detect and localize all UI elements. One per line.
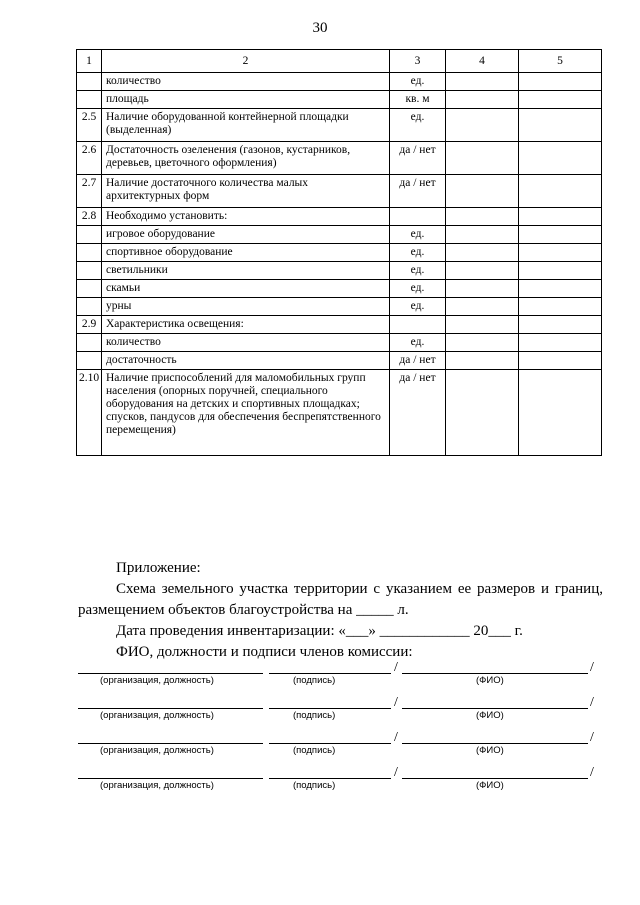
value-cell xyxy=(519,334,602,352)
row-unit: да / нет xyxy=(390,142,446,175)
value-cell xyxy=(446,334,519,352)
value-cell xyxy=(519,91,602,109)
value-cell xyxy=(519,352,602,370)
signature-caption: (подпись) xyxy=(293,675,336,686)
row-unit: ед. xyxy=(390,226,446,244)
row-description: количество xyxy=(102,73,390,91)
signature-caption: (подпись) xyxy=(293,745,336,756)
organization-line xyxy=(78,708,263,709)
column-header: 1 xyxy=(77,50,102,73)
row-unit xyxy=(390,208,446,226)
signature-row xyxy=(78,730,603,765)
slash-separator: / xyxy=(590,765,594,780)
organization-caption: (организация, должность) xyxy=(100,675,214,686)
row-number xyxy=(77,298,102,316)
row-unit: да / нет xyxy=(390,370,446,456)
row-description: скамьи xyxy=(102,280,390,298)
value-cell xyxy=(446,298,519,316)
slash-separator: / xyxy=(394,660,398,675)
value-cell xyxy=(446,370,519,456)
value-cell xyxy=(519,370,602,456)
value-cell xyxy=(446,316,519,334)
value-cell xyxy=(446,175,519,208)
fio-line xyxy=(402,778,588,779)
row-number xyxy=(77,73,102,91)
table-row xyxy=(77,142,602,175)
table-row xyxy=(77,352,602,370)
value-cell xyxy=(519,142,602,175)
signature-block xyxy=(78,660,603,800)
value-cell xyxy=(519,109,602,142)
table-row xyxy=(77,298,602,316)
row-number xyxy=(77,334,102,352)
value-cell xyxy=(519,73,602,91)
value-cell xyxy=(519,280,602,298)
value-cell xyxy=(446,91,519,109)
fio-line xyxy=(402,708,588,709)
page-number: 30 xyxy=(312,20,328,36)
row-unit: да / нет xyxy=(390,352,446,370)
value-cell xyxy=(446,142,519,175)
value-cell xyxy=(446,226,519,244)
row-number xyxy=(77,280,102,298)
row-description: Наличие приспособлений для маломобильных групп населения (опорных поручней, специального оборудования на детских и спортивных площадках; спусков, пандусов для обеспечения беспрепятственного перемещения) xyxy=(102,370,390,456)
organization-line xyxy=(78,673,263,674)
value-cell xyxy=(446,208,519,226)
row-description: площадь xyxy=(102,91,390,109)
value-cell xyxy=(519,316,602,334)
column-header: 4 xyxy=(446,50,519,73)
row-description: светильники xyxy=(102,262,390,280)
row-number xyxy=(77,91,102,109)
signature-caption: (подпись) xyxy=(293,710,336,721)
row-unit: кв. м xyxy=(390,91,446,109)
row-number xyxy=(77,352,102,370)
value-cell xyxy=(519,262,602,280)
table-row xyxy=(77,226,602,244)
table-row xyxy=(77,208,602,226)
fio-caption: (ФИО) xyxy=(476,710,504,721)
signature-line xyxy=(269,778,391,779)
fio-line xyxy=(402,673,588,674)
organization-line xyxy=(78,743,263,744)
value-cell xyxy=(446,280,519,298)
row-description: достаточность xyxy=(102,352,390,370)
table-row xyxy=(77,244,602,262)
slash-separator: / xyxy=(590,695,594,710)
signature-row xyxy=(78,695,603,730)
table-row xyxy=(77,316,602,334)
table-row xyxy=(77,109,602,142)
organization-caption: (организация, должность) xyxy=(100,745,214,756)
row-description: игровое оборудование xyxy=(102,226,390,244)
fio-caption: (ФИО) xyxy=(476,675,504,686)
table-row xyxy=(77,73,602,91)
table-row xyxy=(77,175,602,208)
row-number: 2.9 xyxy=(77,316,102,334)
table-row xyxy=(77,334,602,352)
value-cell xyxy=(446,352,519,370)
row-number: 2.8 xyxy=(77,208,102,226)
row-description: Необходимо установить: xyxy=(102,208,390,226)
organization-line xyxy=(78,778,263,779)
signature-line xyxy=(269,708,391,709)
value-cell xyxy=(519,298,602,316)
row-unit: ед. xyxy=(390,73,446,91)
table-row xyxy=(77,370,602,456)
value-cell xyxy=(519,226,602,244)
row-unit: ед. xyxy=(390,262,446,280)
row-number: 2.10 xyxy=(77,370,102,456)
inventory-date-text: Дата проведения инвентаризации: «___» ____________ 20___ г. xyxy=(116,623,523,639)
value-cell xyxy=(446,73,519,91)
signature-row xyxy=(78,660,603,695)
table-row xyxy=(77,280,602,298)
appendix-title: Приложение: xyxy=(116,560,201,576)
row-number: 2.7 xyxy=(77,175,102,208)
row-description: Характеристика освещения: xyxy=(102,316,390,334)
slash-separator: / xyxy=(394,695,398,710)
value-cell xyxy=(519,175,602,208)
organization-caption: (организация, должность) xyxy=(100,780,214,791)
slash-separator: / xyxy=(590,730,594,745)
row-description: количество xyxy=(102,334,390,352)
value-cell xyxy=(519,244,602,262)
appendix-section xyxy=(78,558,603,663)
row-description: Наличие достаточного количества малых архитектурных форм xyxy=(102,175,390,208)
row-description: Достаточность озеленения (газонов, кустарников, деревьев, цветочного оформления) xyxy=(102,142,390,175)
value-cell xyxy=(446,109,519,142)
slash-separator: / xyxy=(590,660,594,675)
row-number xyxy=(77,262,102,280)
row-unit: ед. xyxy=(390,280,446,298)
table-row xyxy=(77,262,602,280)
slash-separator: / xyxy=(394,765,398,780)
value-cell xyxy=(519,208,602,226)
signature-line xyxy=(269,673,391,674)
row-description: спортивное оборудование xyxy=(102,244,390,262)
fio-caption: (ФИО) xyxy=(476,745,504,756)
table-row xyxy=(77,91,602,109)
signature-line xyxy=(269,743,391,744)
row-number xyxy=(77,226,102,244)
column-header: 3 xyxy=(390,50,446,73)
fio-line xyxy=(402,743,588,744)
scheme-text: Схема земельного участка территории с указанием ее размеров и границ, размещением объектов благоустройства на _____ л. xyxy=(78,581,603,618)
row-unit xyxy=(390,316,446,334)
value-cell xyxy=(446,262,519,280)
value-cell xyxy=(446,244,519,262)
row-number xyxy=(77,244,102,262)
signature-row xyxy=(78,765,603,800)
row-unit: ед. xyxy=(390,109,446,142)
organization-caption: (организация, должность) xyxy=(100,710,214,721)
row-unit: да / нет xyxy=(390,175,446,208)
commission-text: ФИО, должности и подписи членов комиссии: xyxy=(116,644,413,660)
row-unit: ед. xyxy=(390,298,446,316)
row-unit: ед. xyxy=(390,334,446,352)
slash-separator: / xyxy=(394,730,398,745)
table-header-row xyxy=(77,50,602,73)
row-number: 2.5 xyxy=(77,109,102,142)
signature-caption: (подпись) xyxy=(293,780,336,791)
row-description: урны xyxy=(102,298,390,316)
row-description: Наличие оборудованной контейнерной площадки (выделенная) xyxy=(102,109,390,142)
inventory-table xyxy=(76,49,602,456)
column-header: 5 xyxy=(519,50,602,73)
row-number: 2.6 xyxy=(77,142,102,175)
row-unit: ед. xyxy=(390,244,446,262)
column-header: 2 xyxy=(102,50,390,73)
fio-caption: (ФИО) xyxy=(476,780,504,791)
